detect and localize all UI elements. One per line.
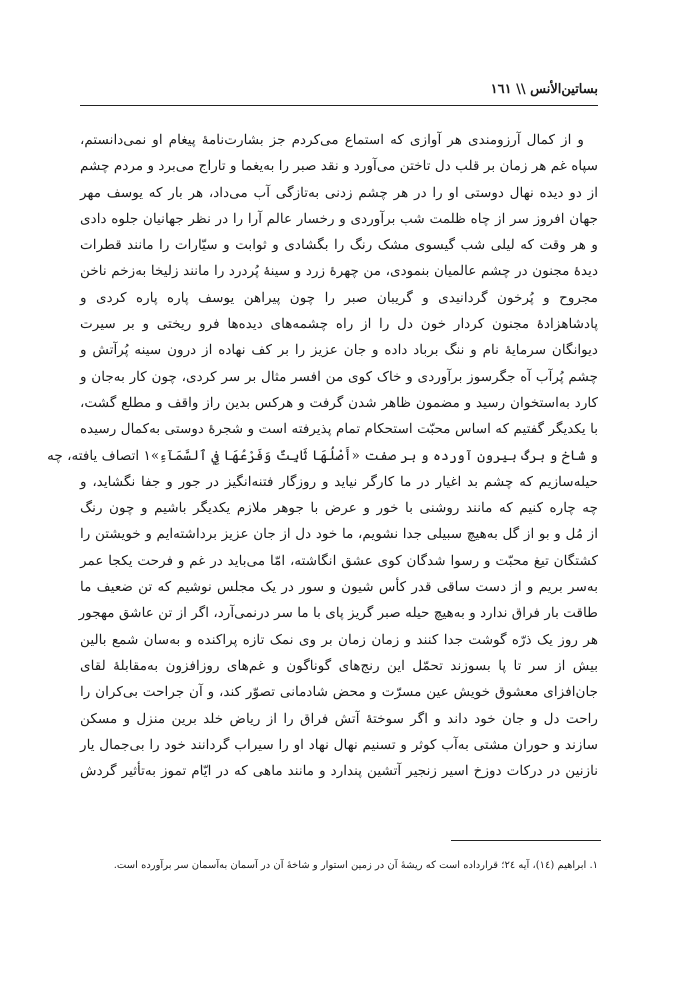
text-line: مجروح و پُرخون گردانیدی و گریبان صبر را چون پیراهن یوسف پاره پاره کردی و [80, 289, 598, 306]
header-title: بساتين‌الأنس \\ ١٦١ [490, 82, 598, 97]
text-line: جهان افروز سر از چاه ظلمت شب برآوردی و رخسار عالم آرا را در نظر جهانیان جلوه دادی [80, 210, 598, 227]
body-text [47, 127, 598, 784]
text-line: از مُل و بو از گل به‌هیچ سبیلی جدا نشویم، ما خود دل از جان عزیز برداشته‌ایم و خویشتن را [80, 526, 598, 543]
text-line: دیوانگان سرمایۀ نام و ننگ برباد داده و جان عزیز را بر کف نهاده از درون سینه پُرآتش و [80, 342, 598, 359]
text-line: کشتگان تیغ محبّت و رسوا شدگان کوی عشق انگاشته، امّا می‌باید در غم و فرحت یکجا عمر [80, 552, 598, 569]
text-line: به‌سر بریم و از دست ساقی قدر کأس شیون و سور در یک مجلس نوشیم که تن ضعیف ما [80, 579, 598, 596]
text-line: چه چاره کنیم که مانند روشنی با خور و عرض با جوهر ملازم یکدیگر باشیم و چون رنگ [80, 500, 598, 517]
text-line: و از کمال آرزومندی هر آوازی که استماع می‌کردم جز بشارت‌نامۀ پیغام او نمی‌دانستم، [80, 132, 584, 148]
text-line: نازنین در درکات دوزخ اسیر زنجیر آتشین پندارد و مانند ماهی که در ایّام تموز به‌تأثیر گردش [80, 763, 598, 780]
text-line: طاقت بار فراق ندارد و به‌هیچ حیله صبر گریز پای با ما سر درنمی‌آرد، اگر از تن عاشق مهجور [78, 605, 598, 622]
running-header [80, 80, 598, 106]
text-line: حیله‌سازیم که چشم بد اغیار در ما کارگر نیاید و روزگار فتنه‌انگیز در جور و جفا نگشاید، و [80, 473, 598, 490]
text-line: جان‌افزای معشوق خویش عین مسرّت و محض شادمانی تصوّر کند، و آن جراحت بی‌کران را [80, 684, 598, 701]
text-line: سپاه غم هر زمان بر قلب دل تاختن می‌آورد و نقد صبر را به‌یغما و تاراج می‌برد و مردم چشم [80, 158, 598, 175]
text-line: سازند و حوران مشتی به‌آب کوثر و تسنیم نهال نهاد او را سیراب گردانند خود را بی‌جمال یار [80, 736, 598, 753]
text-line: پادشاهزادۀ مجنون کردار خون دل را از راه چشمه‌های دیده‌ها فرو ریختی و بر سیرت [80, 316, 598, 333]
text-line: کارد به‌استخوان رسید و مضمون ظاهر شدن گرفت و هرکس بدین راز واقف و مطلع گشت، [80, 394, 598, 411]
text-line: راحت دل و جان خود داند و اگر سوختۀ آتش فراق را از ریاض خلد برین منزل و مسکن [80, 710, 598, 727]
text-line: و شاخ و برگ بیرون آورده و بر صفت «أَصْلُهَا ثَابِتٌ وَفَرْعُهَا فِي ٱلسَّمَآءِ»١ اتصاف یافته، چه [47, 447, 598, 464]
footnote-rule [451, 840, 601, 841]
footnote: ١. ابراهیم (١٤)، آیه ٢٤؛ قرارداده است که ریشۀ آن در زمین استوار و شاخۀ آن در آسمان به‌آسمان سر برآورده است. [113, 860, 598, 871]
text-line: هر روز یک ذرّه گوشت جدا کنند و زمان زمان بر وی نمک تازه پراکنده و به‌سان شمع بالین [80, 631, 598, 648]
text-line: با یکدیگر گفتیم که اساس محبّت استحکام تمام پذیرفته است و شجرۀ دوستی به‌کمال رسیده [80, 421, 598, 438]
text-line: از دو دیده نهال دوستی او را در هر چشم زدنی به‌تازگی آب می‌داد، هر بار که یوسف مهر [80, 184, 598, 201]
text-line: دیدۀ مجنون در چشم عالمیان بنمودی، من چهرۀ زرد و سینۀ پُردرد را مانند زلیخا به‌زخم ناخن [80, 263, 598, 280]
text-line: بیش از سر تا پا بسوزند تحمّل این رنج‌های گوناگون و غم‌های روزافزون به‌مقابلۀ لقای [80, 657, 598, 674]
header-rule [80, 105, 598, 106]
text-line: و هر وقت که لیلی شب گیسوی مشک رنگ را بگشادی و ثوابت و سیّارات را مانند قطرات [80, 237, 598, 254]
text-line: چشم پُرآب آه جگرسوز برآوردی و خاک کوی من افسر مثال بر سر کردی، چون کار به‌جان و [80, 368, 598, 385]
